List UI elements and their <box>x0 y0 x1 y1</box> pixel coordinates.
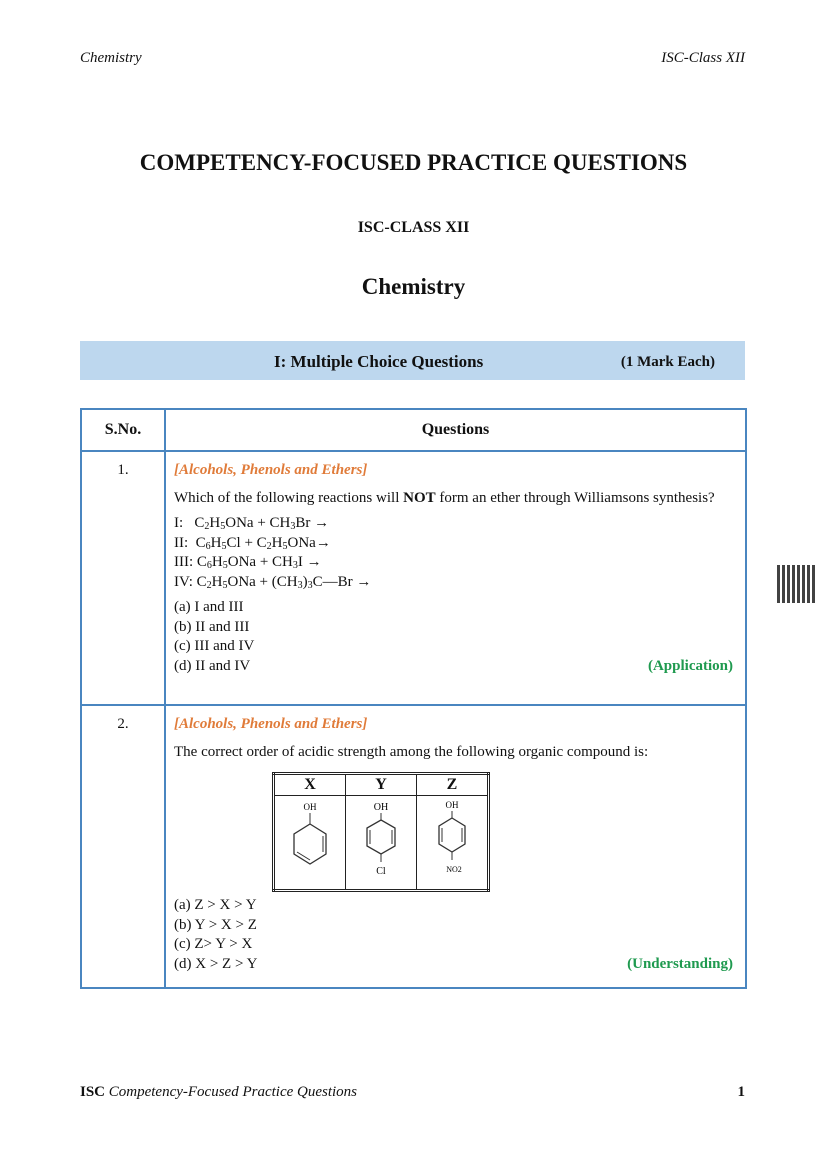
svg-text:Cl: Cl <box>376 865 386 877</box>
option: (a) Z > X > Y <box>174 897 257 913</box>
level-tag: (Application) <box>647 657 733 674</box>
subject-title: Chemistry <box>361 274 466 299</box>
col-questions: Questions <box>165 409 746 451</box>
page-title: COMPETENCY-FOCUSED PRACTICE QUESTIONS <box>139 150 688 175</box>
questions-table <box>80 408 747 989</box>
compound-label: X <box>274 774 346 796</box>
page-number: 1 <box>737 1084 745 1100</box>
question-stem: Which of the following reactions will NOT form an ether through Williamsons synthesis? <box>174 489 715 506</box>
phenol-structure <box>274 795 346 891</box>
compound-label: Z <box>417 774 489 796</box>
structures-table <box>272 772 490 892</box>
svg-text:NO2: NO2 <box>446 864 462 874</box>
option: (c) III and IV <box>174 638 255 654</box>
table-row <box>81 451 746 705</box>
section-marks: (1 Mark Each) <box>620 354 715 370</box>
footer-left: ISC Competency-Focused Practice Questions <box>80 1084 358 1100</box>
chlorophenol-structure <box>346 795 417 891</box>
col-sno: S.No. <box>81 409 165 451</box>
option: (b) Y > X > Z <box>174 916 257 933</box>
sno: 1. <box>81 451 165 705</box>
section-title: I: Multiple Choice Questions <box>274 352 484 371</box>
reactions: I: $C_2H_5ONa + CH_3Br$ → II: $C_6H_5Cl + C_2H_5ONa\to$ III: $C_6H_5ONa + CH_3I$ → IV: $C_2H_5ONa$ + $(CH_3)_3C—Br$ → <box>174 515 372 591</box>
option: (c) Z> Y > X <box>174 936 253 952</box>
svg-text:OH: OH <box>303 801 317 812</box>
option: (d) II and IV <box>174 657 251 674</box>
table-row <box>81 705 746 988</box>
nitrophenol-structure <box>417 795 489 891</box>
class-label: ISC-CLASS XII <box>357 219 470 236</box>
question-stem: The correct order of acidic strength among the following organic compound is: <box>174 743 649 760</box>
option: (d) X > Z > Y <box>174 955 258 972</box>
option: (a) I and III <box>174 599 244 615</box>
topic: [Alcohols, Phenols and Ethers] <box>174 462 368 478</box>
qr-code-icon <box>777 565 815 603</box>
sno: 2. <box>81 705 165 988</box>
svg-text:OH: OH <box>445 799 459 810</box>
topic: [Alcohols, Phenols and Ethers] <box>174 716 368 732</box>
option: (b) II and III <box>174 618 250 635</box>
header-left: Chemistry <box>80 50 142 66</box>
svg-text:OH: OH <box>373 801 389 813</box>
compound-label: Y <box>346 774 417 796</box>
header-right: ISC-Class XII <box>661 50 745 66</box>
section-banner <box>80 341 745 380</box>
level-tag: (Understanding) <box>627 955 733 972</box>
